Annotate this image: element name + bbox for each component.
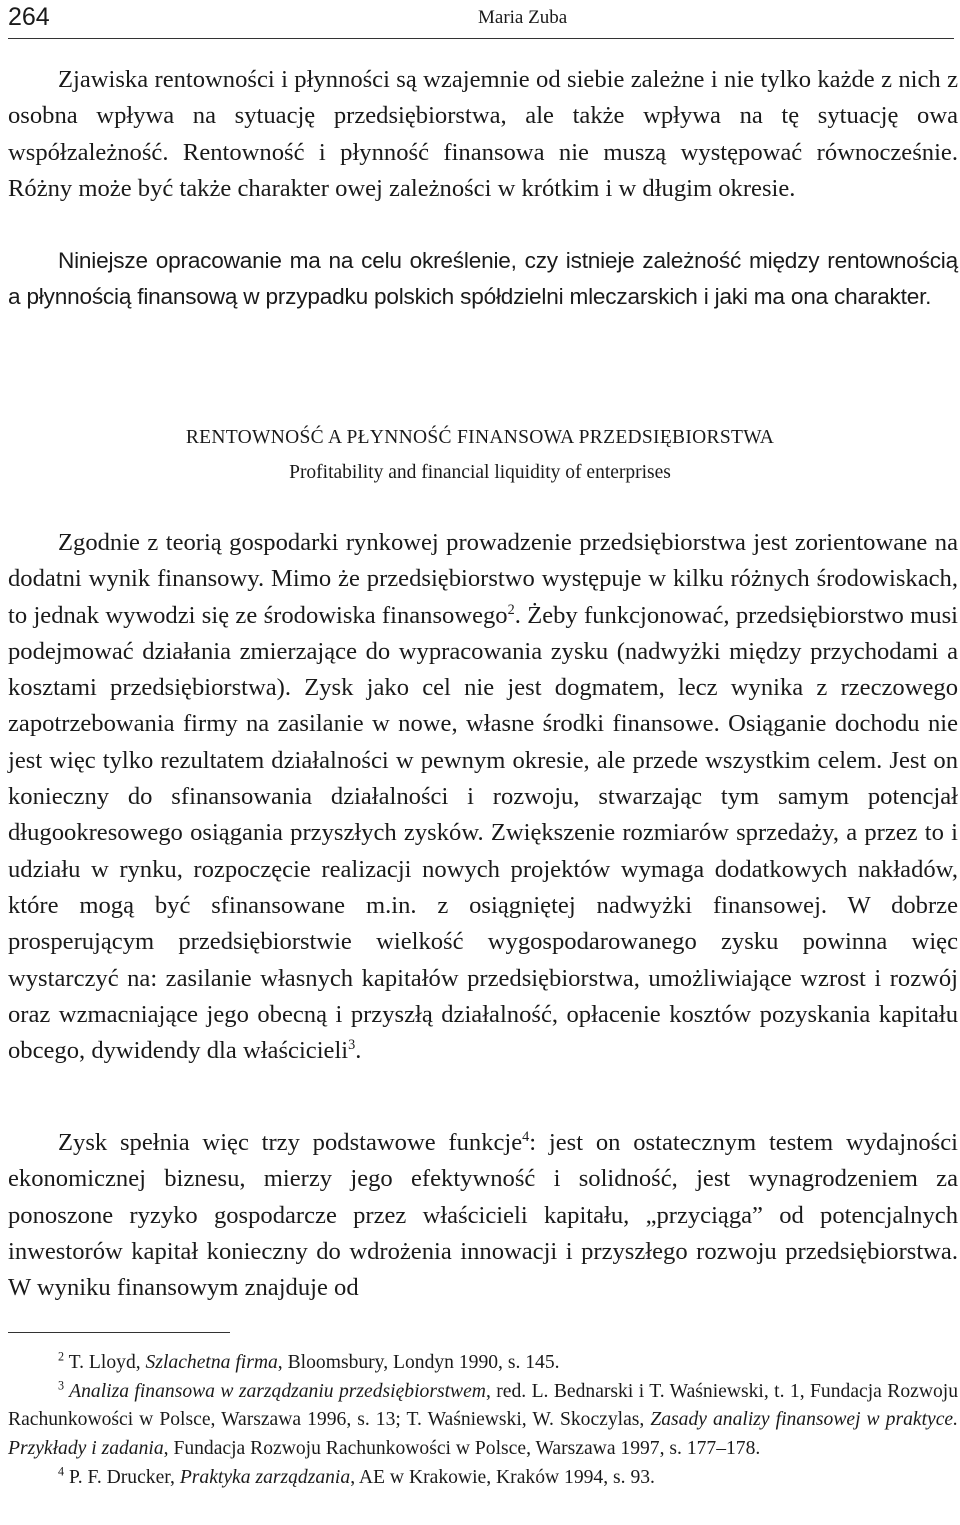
footnotes [8, 1349, 958, 1493]
footnote-3-title-2: Zasady analizy finansowej w praktyce. Przykłady i zadania [8, 1409, 959, 1460]
body-paragraph-2-text-b: : jest on ostatecznym testem wydajności ekonomicznej biznesu, mierzy jego efektywność i solidność, jest wynagrodzeniem za ponoszone ryzyko gospodarcze przez właścicieli kapitału, „przyciąga” od potencjalnych inwestorów kapitał konieczny do wdrożenia innowacji i przyszłego rozwoju przedsiębiorstwa. W wyniku finansowym znajduje od [8, 1129, 958, 1302]
body-paragraph-1-text-b: . Żeby funkcjonować, przedsiębiorstwo musi podejmować działania zmierzające do wypracowania zysku (nadwyżki między przychodami a kosztami przedsiębiorstwa). Zysk jako cel nie jest dogmatem, lecz wynika z rzeczowego zapotrzebowania firmy na zasilanie w nowe, własne środki finansowe. Osiąganie dochodu nie jest więc tylko rezultatem działalności w pewnym okresie, ale przede wszystkim celem. Jest on konieczny do sfinansowania działalności i rozwoju, stwarzając tym samym potencjał długookresowego osiągania przyszłych zysków. Zwiększenie rozmiarów sprzedaży, a przez to i udziału w rynku, rozpoczęcie realizacji nowych projektów wymaga dodatkowych nakładów, które mogą być sfinansowane m.in. z osiągniętej nadwyżki finansowej. W dobrze prosperującym przedsiębiorstwie wielkość wygospodarowanego zysku powinna więc wystarczyć na: zasilanie własnych kapitałów przedsiębiorstwa, umożliwiające wzrost i rozwój oraz wzmacniające jego obecną i przyszłą działalność, opłacenie kosztów pozyskania kapitału obcego, dywidendy dla właścicieli [8, 601, 958, 1065]
footnote-4-text-b: , AE w Krakowie, Kraków 1994, s. 93. [350, 1466, 655, 1488]
footnote-3 [8, 1378, 958, 1464]
footnote-ref-3: 3 [348, 1036, 356, 1053]
footnote-3-text-a: , red. L. Bednarski i T. Waśniewski, t. 1, Fundacja Rozwoju Rachunkowości w Polsce, Warszawa 1996, s. 13; T. Waśniewski, W. Skoczylas, [8, 1380, 959, 1431]
intro-paragraph-2: Niniejsze opracowanie ma na celu określenie, czy istnieje zależność między rentownością a płynnością finansową w przypadku polskich spółdzielni mleczarskich i jaki ma ona charakter. [8, 248, 958, 310]
footnote-2-text-b: , Bloomsbury, Londyn 1990, s. 145. [277, 1352, 560, 1373]
footnote-2-text-a: T. Lloyd, [64, 1352, 146, 1373]
footnote-ref-4: 4 [522, 1128, 530, 1145]
footnote-3-title-1: Analiza finansowa w zarządzaniu przedsiębiorstwem [64, 1380, 486, 1402]
section-subtitle: Profitability and financial liquidity of enterprises [289, 462, 671, 483]
footnote-2 [8, 1349, 958, 1378]
footnote-2-number: 2 [58, 1349, 65, 1364]
body-paragraph-2-text-a: Zysk spełnia więc trzy podstawowe funkcje [58, 1129, 523, 1156]
footnote-separator [8, 1332, 230, 1333]
footnote-4-number: 4 [58, 1464, 65, 1479]
footnote-3-number: 3 [58, 1378, 65, 1393]
body-paragraph-1-text-c: . [355, 1037, 362, 1065]
body-paragraph-1 [8, 525, 958, 1069]
footnote-3-text-b: , Fundacja Rozwoju Rachunkowości w Polsce, Warszawa 1997, s. 177–178. [163, 1438, 761, 1460]
page-number: 264 [8, 3, 50, 31]
section-title: RENTOWNOŚĆ A PŁYNNOŚĆ FINANSOWA PRZEDSIĘBIORSTWA [185, 427, 775, 448]
page-header [8, 0, 954, 39]
footnote-2-title: Szlachetna firma [145, 1352, 278, 1373]
footnote-ref-2: 2 [507, 601, 515, 618]
body-paragraph-1-text-a: Zgodnie z teorią gospodarki rynkowej prowadzenie przedsiębiorstwa jest zorientowane na dodatni wynik finansowy. Mimo że przedsiębiorstwo występuje w kilku różnych środowiskach, to jednak wywodzi się ze środowiska finansowego [8, 529, 958, 629]
footnote-4-title: Praktyka zarządzania [179, 1466, 351, 1488]
running-head-author: Maria Zuba [478, 7, 568, 28]
intro-paragraph-1: Zjawiska rentowności i płynności są wzajemnie od siebie zależne i nie tylko każde z nich z osobna wpływa na sytuację przedsiębiorstwa, ale także wpływa na tę sytuację owa współzależność. Rentowność i płynność finansowa nie muszą występować równocześnie. Różny może być także charakter owej zależności w krótkim i w długim okresie. [8, 66, 958, 202]
footnote-4-text-a: P. F. Drucker, [64, 1466, 180, 1488]
footnote-4 [8, 1464, 958, 1493]
body-paragraph-2 [8, 1125, 958, 1306]
